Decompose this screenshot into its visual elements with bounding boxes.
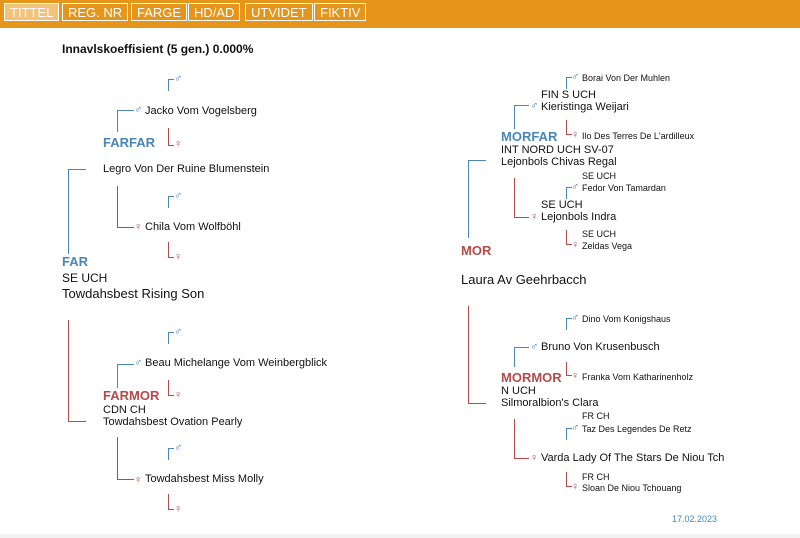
morfar-role: MORFAR bbox=[501, 129, 558, 144]
morfar-mother-mother-name[interactable]: Zeldas Vega bbox=[582, 241, 633, 251]
connector-line bbox=[168, 128, 169, 146]
connector-line bbox=[566, 187, 567, 199]
connector-line bbox=[514, 458, 529, 459]
connector-line bbox=[168, 380, 169, 396]
male-icon: ♂ bbox=[134, 357, 143, 369]
male-icon: ♂ bbox=[530, 341, 539, 353]
male-icon: ♂ bbox=[571, 71, 580, 83]
male-icon: ♂ bbox=[134, 104, 143, 116]
mor-name[interactable]: Laura Av Geehrbacch bbox=[461, 272, 587, 287]
female-icon: ♀ bbox=[174, 389, 183, 401]
connector-line bbox=[468, 160, 486, 161]
top-nav-bar bbox=[0, 0, 800, 28]
mormor-father-name[interactable]: Bruno Von Krusenbusch bbox=[541, 341, 660, 353]
female-icon: ♀ bbox=[174, 503, 183, 515]
connector-line bbox=[117, 110, 118, 132]
connector-line bbox=[168, 242, 169, 258]
male-icon: ♂ bbox=[571, 312, 580, 324]
tab-hd-ad[interactable]: HD/AD bbox=[188, 3, 240, 21]
tab-farge[interactable]: FARGE bbox=[131, 3, 187, 21]
mormor-mother-mother-name[interactable]: Sloan De Niou Tchouang bbox=[582, 483, 682, 493]
female-icon: ♀ bbox=[530, 211, 539, 223]
connector-line bbox=[514, 347, 529, 348]
farfar-role: FARFAR bbox=[103, 135, 155, 150]
connector-line bbox=[68, 320, 69, 422]
inbreeding-coefficient: Innavlskoeffisient (5 gen.) 0.000% bbox=[62, 42, 254, 56]
connector-line bbox=[566, 472, 567, 487]
morfar-father-title: FIN S UCH bbox=[541, 89, 596, 101]
morfar-mother-father-name[interactable]: Fedor Von Tamardan bbox=[582, 183, 666, 193]
female-icon: ♀ bbox=[134, 221, 143, 233]
male-icon: ♂ bbox=[571, 181, 580, 193]
tab-fiktiv[interactable]: FIKTIV bbox=[314, 3, 366, 21]
mormor-father-mother-name[interactable]: Franka Vom Katharinenholz bbox=[582, 372, 694, 382]
female-icon: ♀ bbox=[174, 138, 183, 150]
morfar-title: INT NORD UCH SV-07 bbox=[501, 144, 614, 156]
morfar-mother-title: SE UCH bbox=[541, 199, 583, 211]
connector-line bbox=[117, 479, 134, 480]
female-icon: ♀ bbox=[530, 452, 539, 464]
farfar-father-name[interactable]: Jacko Vom Vogelsberg bbox=[145, 105, 257, 117]
far-role: FAR bbox=[62, 254, 88, 269]
connector-line bbox=[566, 428, 567, 440]
female-icon: ♀ bbox=[134, 474, 143, 486]
connector-line bbox=[168, 332, 169, 344]
morfar-father-mother-name[interactable]: Ilo Des Terres De L'ardilleux bbox=[582, 131, 695, 141]
female-icon: ♀ bbox=[174, 251, 183, 263]
connector-line bbox=[168, 448, 169, 460]
tab-reg-nr[interactable]: REG. NR bbox=[62, 3, 128, 21]
male-icon: ♂ bbox=[571, 422, 580, 434]
mor-role: MOR bbox=[461, 243, 492, 258]
morfar-name[interactable]: Lejonbols Chivas Regal bbox=[501, 156, 617, 168]
date-label: 17.02.2023 bbox=[672, 514, 718, 524]
connector-line bbox=[168, 196, 169, 208]
connector-line bbox=[117, 364, 134, 365]
connector-line bbox=[514, 178, 515, 218]
connector-line bbox=[514, 347, 515, 367]
connector-line bbox=[168, 79, 169, 91]
connector-line bbox=[566, 77, 567, 89]
far-name[interactable]: Towdahsbest Rising Son bbox=[62, 286, 205, 301]
farmor-father-name[interactable]: Beau Michelange Vom Weinbergblick bbox=[145, 357, 328, 369]
connector-line bbox=[566, 230, 567, 245]
mormor-mother-father-name[interactable]: Taz Des Legendes De Retz bbox=[582, 424, 692, 434]
mormor-title: N UCH bbox=[501, 385, 536, 397]
connector-line bbox=[168, 494, 169, 510]
farfar-mother-name[interactable]: Chila Vom Wolfböhl bbox=[145, 221, 241, 233]
connector-line bbox=[566, 318, 567, 330]
female-icon: ♀ bbox=[571, 239, 580, 251]
connector-line bbox=[117, 186, 118, 228]
farmor-role: FARMOR bbox=[103, 388, 160, 403]
connector-line bbox=[117, 364, 118, 388]
bottom-divider bbox=[0, 534, 800, 538]
farmor-name[interactable]: Towdahsbest Ovation Pearly bbox=[103, 416, 243, 428]
connector-line bbox=[68, 169, 86, 170]
connector-line bbox=[468, 403, 486, 404]
morfar-father-name[interactable]: Kieristinga Weijari bbox=[541, 101, 629, 113]
mormor-mother-name[interactable]: Varda Lady Of The Stars De Niou Tch bbox=[541, 452, 725, 464]
female-icon: ♀ bbox=[571, 370, 580, 382]
connector-line bbox=[566, 120, 567, 135]
connector-line bbox=[68, 169, 69, 254]
mormor-role: MORMOR bbox=[501, 370, 562, 385]
connector-line bbox=[117, 227, 134, 228]
mormor-father-father-name[interactable]: Dino Vom Konigshaus bbox=[582, 314, 671, 324]
male-icon: ♂ bbox=[174, 326, 183, 338]
male-icon: ♂ bbox=[174, 73, 183, 85]
female-icon: ♀ bbox=[571, 129, 580, 141]
far-title: SE UCH bbox=[62, 271, 108, 285]
connector-line bbox=[514, 105, 529, 106]
male-icon: ♂ bbox=[174, 442, 183, 454]
male-icon: ♂ bbox=[530, 100, 539, 112]
female-icon: ♀ bbox=[571, 481, 580, 493]
connector-line bbox=[514, 217, 529, 218]
morfar-mother-name[interactable]: Lejonbols Indra bbox=[541, 211, 617, 223]
connector-line bbox=[117, 110, 134, 111]
connector-line bbox=[468, 306, 469, 404]
mormor-mother-father-title: FR CH bbox=[582, 411, 610, 421]
connector-line bbox=[68, 421, 86, 422]
male-icon: ♂ bbox=[174, 190, 183, 202]
farmor-title: CDN CH bbox=[103, 404, 146, 416]
farmor-mother-name[interactable]: Towdahsbest Miss Molly bbox=[145, 473, 264, 485]
connector-line bbox=[117, 437, 118, 480]
tab-utvidet[interactable]: UTVIDET bbox=[245, 3, 313, 21]
mormor-name[interactable]: Silmoralbion's Clara bbox=[501, 397, 599, 409]
connector-line bbox=[468, 160, 469, 238]
farfar-name[interactable]: Legro Von Der Ruine Blumenstein bbox=[103, 163, 270, 175]
morfar-mother-father-title: SE UCH bbox=[582, 171, 617, 181]
connector-line bbox=[566, 362, 567, 376]
connector-line bbox=[514, 105, 515, 129]
morfar-father-father-name[interactable]: Borai Von Der Muhlen bbox=[582, 73, 671, 83]
tab-tittel[interactable]: TITTEL bbox=[4, 3, 59, 21]
mormor-mother-mother-title: FR CH bbox=[582, 472, 610, 482]
connector-line bbox=[514, 419, 515, 459]
morfar-mother-mother-title: SE UCH bbox=[582, 229, 617, 239]
